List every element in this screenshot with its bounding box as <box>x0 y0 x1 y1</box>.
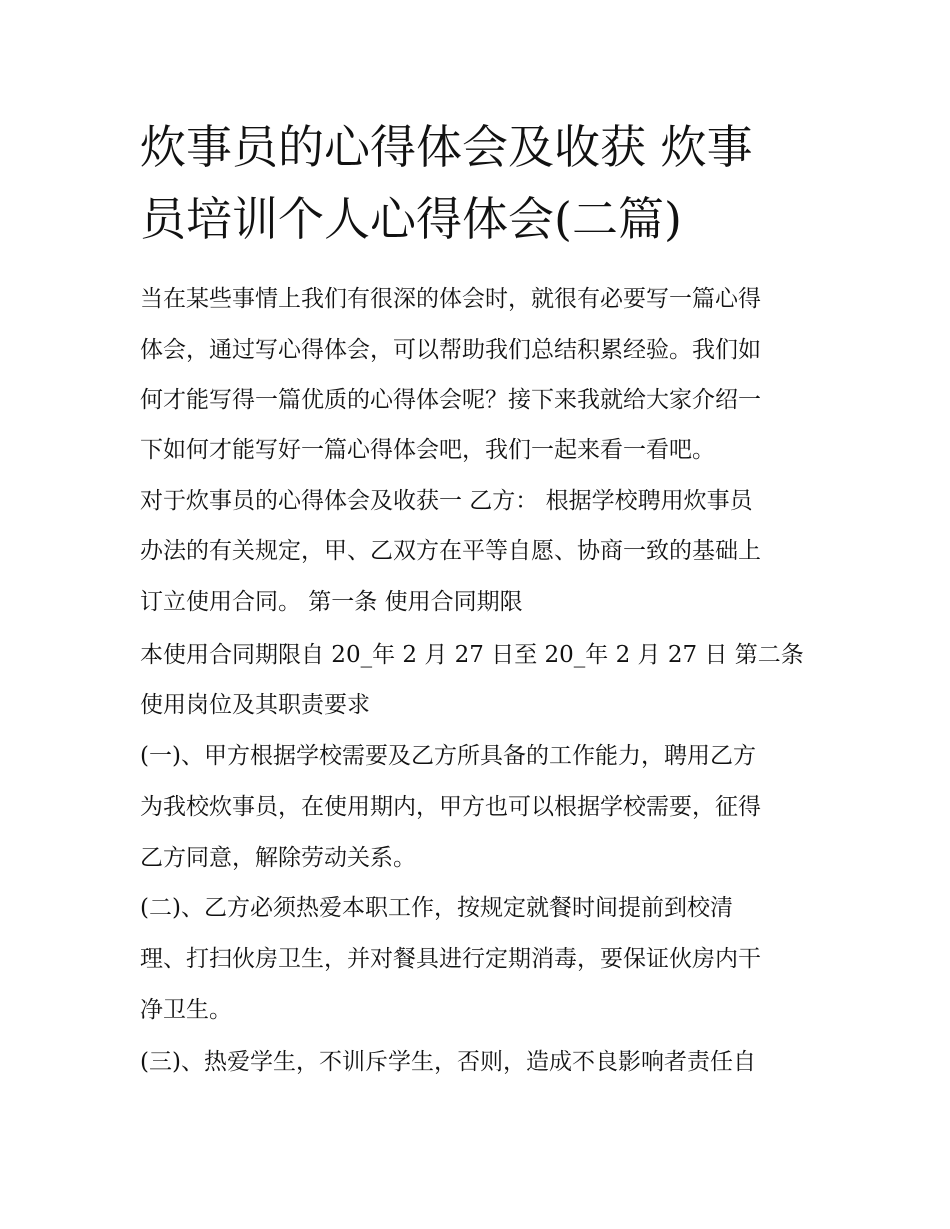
body-line: 何才能写得一篇优质的心得体会呢？接下来我就给大家介绍一 <box>140 387 761 413</box>
body-line: 为我校炊事员，在使用期内，甲方也可以根据学校需要，征得 <box>140 794 761 820</box>
body-line: (二)、乙方必须热爱本职工作，按规定就餐时间提前到校清 <box>140 895 733 921</box>
body-line: 理、打扫伙房卫生，并对餐具进行定期消毒，要保证伙房内干 <box>140 946 761 972</box>
body-line: 订立使用合同。 第一条 使用合同期限 <box>140 589 523 615</box>
body-line: 乙方同意，解除劳动关系。 <box>140 845 416 871</box>
body-line: 办法的有关规定，甲、乙双方在平等自愿、协商一致的基础上 <box>140 538 761 564</box>
body-line: 本使用合同期限自 20_年 2 月 27 日至 20_年 2 月 27 日 第二条 <box>140 642 804 668</box>
body-line: 下如何才能写好一篇心得体会吧，我们一起来看一看吧。 <box>140 437 715 463</box>
body-line: (一)、甲方根据学校需要及乙方所具备的工作能力，聘用乙方 <box>140 743 756 769</box>
body-line: 当在某些事情上我们有很深的体会时，就很有必要写一篇心得 <box>140 286 761 312</box>
body-line: 对于炊事员的心得体会及收获一 乙方： 根据学校聘用炊事员 <box>140 488 753 514</box>
document-title-line-1: 炊事员的心得体会及收获 炊事 <box>140 120 753 174</box>
body-line: (三)、热爱学生，不训斥学生，否则，造成不良影响者责任自 <box>140 1049 756 1075</box>
body-line: 体会，通过写心得体会，可以帮助我们总结积累经验。我们如 <box>140 337 761 363</box>
body-line: 使用岗位及其职责要求 <box>140 692 370 718</box>
document-title-line-2: 员培训个人心得体会(二篇) <box>140 192 682 246</box>
body-line: 净卫生。 <box>140 997 232 1023</box>
